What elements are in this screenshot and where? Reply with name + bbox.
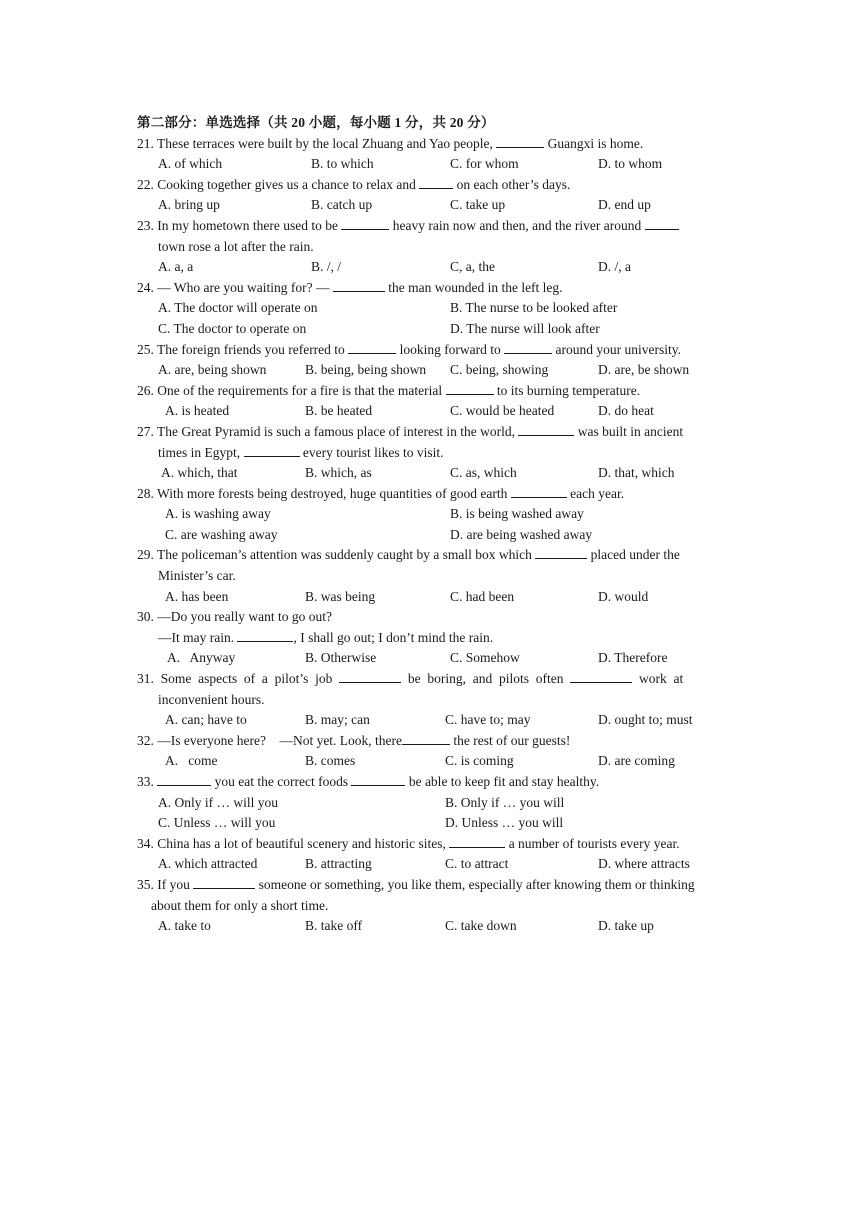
answer-blank (570, 669, 632, 683)
options-row (137, 319, 727, 340)
stem-text: be able to keep fit and stay healthy. (408, 774, 600, 789)
option-b: B. Only if … you will (445, 794, 565, 810)
answer-blank (193, 875, 255, 889)
option-d: D. /, a (598, 259, 631, 275)
question-stem (137, 484, 727, 505)
stem-text: placed under the (590, 547, 680, 563)
answer-blank (339, 669, 401, 683)
stem-text: around your university. (555, 341, 682, 357)
stem-text: 26. One of the requirements for a fire is that the material (137, 382, 443, 398)
option-d: D. Therefore (598, 650, 668, 666)
answer-blank (244, 443, 300, 457)
answer-blank (446, 381, 494, 395)
stem-text: someone or something, you like them, especially after knowing them or thinking (258, 876, 695, 892)
option-b: B. was being (305, 588, 376, 604)
option-a: A. is heated (165, 403, 230, 419)
stem-text: a number of tourists every year. (508, 835, 680, 851)
question-stem-continued (137, 443, 727, 464)
option-a: A. a, a (158, 259, 194, 275)
option-b: B. is being washed away (450, 506, 584, 522)
stem-text: times in Egypt, (158, 444, 241, 460)
option-d: D. are coming (598, 753, 675, 769)
option-d: D. where attracts (598, 856, 690, 872)
option-d: D. take up (598, 918, 654, 934)
options-row (137, 298, 727, 319)
options-row (137, 813, 727, 834)
answer-blank (511, 484, 567, 498)
question-stem (137, 834, 727, 855)
option-c: C. would be heated (450, 403, 555, 419)
option-d: D. The nurse will look after (450, 320, 600, 336)
option-a: A. Only if … will you (158, 794, 278, 810)
question-stem (137, 175, 727, 196)
options-row (137, 916, 727, 937)
options-row (137, 463, 727, 484)
stem-text: 32. —Is everyone here? —Not yet. Look, there (137, 732, 403, 748)
stem-text: 35. If you (137, 876, 190, 892)
question-stem-continued: Minister’s car. (158, 568, 236, 584)
stem-text: the man wounded in the left leg. (388, 279, 563, 295)
stem-text: you eat the correct foods (214, 774, 349, 789)
option-d: D. ought to; must (598, 712, 693, 728)
options-row (137, 360, 727, 381)
option-a: A. is washing away (165, 506, 271, 522)
question-23 (137, 216, 727, 278)
answer-blank (402, 731, 450, 745)
options-row (137, 195, 727, 216)
question-32 (137, 731, 727, 772)
option-b: B. which, as (305, 465, 372, 481)
question-stem (137, 772, 727, 793)
stem-text: heavy rain now and then, and the river around (392, 217, 642, 233)
option-c: C. Somehow (450, 650, 520, 666)
question-26 (137, 381, 727, 422)
question-stem (137, 669, 727, 690)
stem-text: work at (638, 671, 684, 687)
option-c: C. Unless … will you (158, 815, 276, 831)
stem-text: the rest of our guests! (453, 732, 571, 748)
option-a: A. come (165, 753, 218, 769)
option-c: C. is coming (445, 753, 514, 769)
question-21 (137, 134, 727, 175)
options-row (137, 257, 727, 278)
option-c: C, a, the (450, 259, 495, 275)
stem-text: on each other’s days. (456, 176, 571, 192)
option-a: A. Anyway (167, 650, 236, 666)
options-row (137, 710, 727, 731)
question-22 (137, 175, 727, 216)
options-row (137, 751, 727, 772)
option-d: D. Unless … you will (445, 815, 564, 831)
stem-text: 28. With more forests being destroyed, huge quantities of good earth (137, 485, 508, 501)
option-b: B. attracting (305, 856, 372, 872)
question-24 (137, 278, 727, 340)
stem-text: —It may rain. (158, 629, 235, 645)
option-b: B. take off (305, 918, 363, 934)
option-c: C. for whom (450, 156, 519, 172)
stem-text: 33. (137, 774, 154, 789)
stem-text: 23. In my hometown there used to be (137, 217, 338, 233)
options-row (137, 504, 727, 525)
question-stem-continued: inconvenient hours. (158, 691, 265, 707)
exam-page (137, 113, 727, 937)
question-stem-continued: town rose a lot after the rain. (158, 238, 314, 254)
stem-text: 25. The foreign friends you referred to (137, 341, 345, 357)
options-row (137, 793, 727, 814)
options-row (137, 401, 727, 422)
options-row (137, 154, 727, 175)
answer-blank (496, 134, 544, 148)
option-b: B. /, / (311, 259, 342, 275)
stem-text: 27. The Great Pyramid is such a famous place of interest in the world, (137, 423, 516, 439)
answer-blank (341, 216, 389, 230)
answer-blank (351, 772, 405, 786)
question-stem: 30. —Do you really want to go out? (137, 609, 332, 625)
option-d: D. that, which (598, 465, 675, 481)
options-row (137, 587, 727, 608)
option-d: D. are being washed away (450, 526, 593, 542)
question-30 (137, 607, 727, 669)
option-d: D. do heat (598, 403, 654, 419)
question-34 (137, 834, 727, 875)
option-b: B. to which (311, 156, 374, 172)
option-b: B. being, being shown (305, 362, 427, 378)
option-c: C. had been (450, 588, 515, 604)
option-a: A. of which (158, 156, 223, 172)
question-stem (137, 278, 727, 299)
stem-text: each year. (570, 485, 625, 501)
question-stem-continued: about them for only a short time. (151, 897, 329, 913)
option-d: D. end up (598, 197, 651, 213)
option-c: C. take up (450, 197, 506, 213)
question-stem (137, 545, 727, 566)
stem-text: 24. — Who are you waiting for? — (137, 279, 330, 295)
option-c: C. are washing away (165, 526, 278, 542)
option-c: C. take down (445, 918, 517, 934)
stem-text: be boring, and pilots often (407, 671, 564, 687)
answer-blank (333, 278, 385, 292)
stem-text: 29. The policeman’s attention was suddenly caught by a small box which (137, 547, 532, 563)
answer-blank (449, 834, 505, 848)
option-a: A. take to (158, 918, 211, 934)
answer-blank (348, 340, 396, 354)
answer-blank (237, 628, 293, 642)
stem-text: every tourist likes to visit. (302, 444, 444, 460)
stem-text: looking forward to (399, 341, 501, 357)
answer-blank (419, 175, 453, 189)
question-stem (137, 875, 727, 896)
question-35 (137, 875, 727, 937)
question-25 (137, 340, 727, 381)
option-b: B. catch up (311, 197, 373, 213)
question-stem (137, 134, 727, 155)
options-row (137, 525, 727, 546)
option-c: C. being, showing (450, 362, 549, 378)
option-a: A. The doctor will operate on (158, 300, 318, 316)
question-stem (137, 381, 727, 402)
option-c: C. have to; may (445, 712, 531, 728)
option-a: A. bring up (158, 197, 220, 213)
option-c: C. The doctor to operate on (158, 320, 307, 336)
stem-text: was built in ancient (577, 423, 684, 439)
option-b: B. Otherwise (305, 650, 377, 666)
option-b: B. be heated (305, 403, 373, 419)
answer-blank (535, 545, 587, 559)
answer-blank (518, 422, 574, 436)
stem-text: 31. Some aspects of a pilot’s job (137, 671, 333, 687)
stem-text: Guangxi is home. (547, 135, 644, 151)
option-a: A. are, being shown (158, 362, 267, 378)
stem-text: 22. Cooking together gives us a chance to relax and (137, 176, 416, 192)
stem-text: 34. China has a lot of beautiful scenery and historic sites, (137, 835, 446, 851)
option-a: A. has been (165, 588, 229, 604)
answer-blank (645, 216, 679, 230)
option-d: D. are, be shown (598, 362, 690, 378)
question-stem-continued (137, 628, 727, 649)
option-c: C. to attract (445, 856, 509, 872)
stem-text: , I shall go out; I don’t mind the rain. (293, 629, 494, 645)
option-a: A. can; have to (165, 712, 247, 728)
question-29 (137, 545, 727, 607)
option-b: B. comes (305, 753, 356, 769)
stem-text: to its burning temperature. (496, 382, 641, 398)
question-33 (137, 772, 727, 834)
option-b: B. may; can (305, 712, 370, 728)
option-d: D. to whom (598, 156, 663, 172)
option-c: C. as, which (450, 465, 517, 481)
options-row (137, 648, 727, 669)
question-28 (137, 484, 727, 546)
stem-text: 21. These terraces were built by the local Zhuang and Yao people, (137, 135, 493, 151)
question-stem (137, 731, 727, 752)
options-row (137, 854, 727, 875)
option-d: D. would (598, 588, 649, 604)
question-stem (137, 422, 727, 443)
section-title: 第二部分：单选选择（共 20 小题，每小题 1 分，共 20 分） (137, 115, 495, 130)
option-a: A. which, that (161, 465, 238, 481)
question-31 (137, 669, 727, 731)
answer-blank (504, 340, 552, 354)
option-b: B. The nurse to be looked after (450, 300, 618, 316)
question-stem (137, 216, 727, 237)
answer-blank (157, 772, 211, 786)
question-27 (137, 422, 727, 484)
option-a: A. which attracted (158, 856, 258, 872)
question-stem (137, 340, 727, 361)
